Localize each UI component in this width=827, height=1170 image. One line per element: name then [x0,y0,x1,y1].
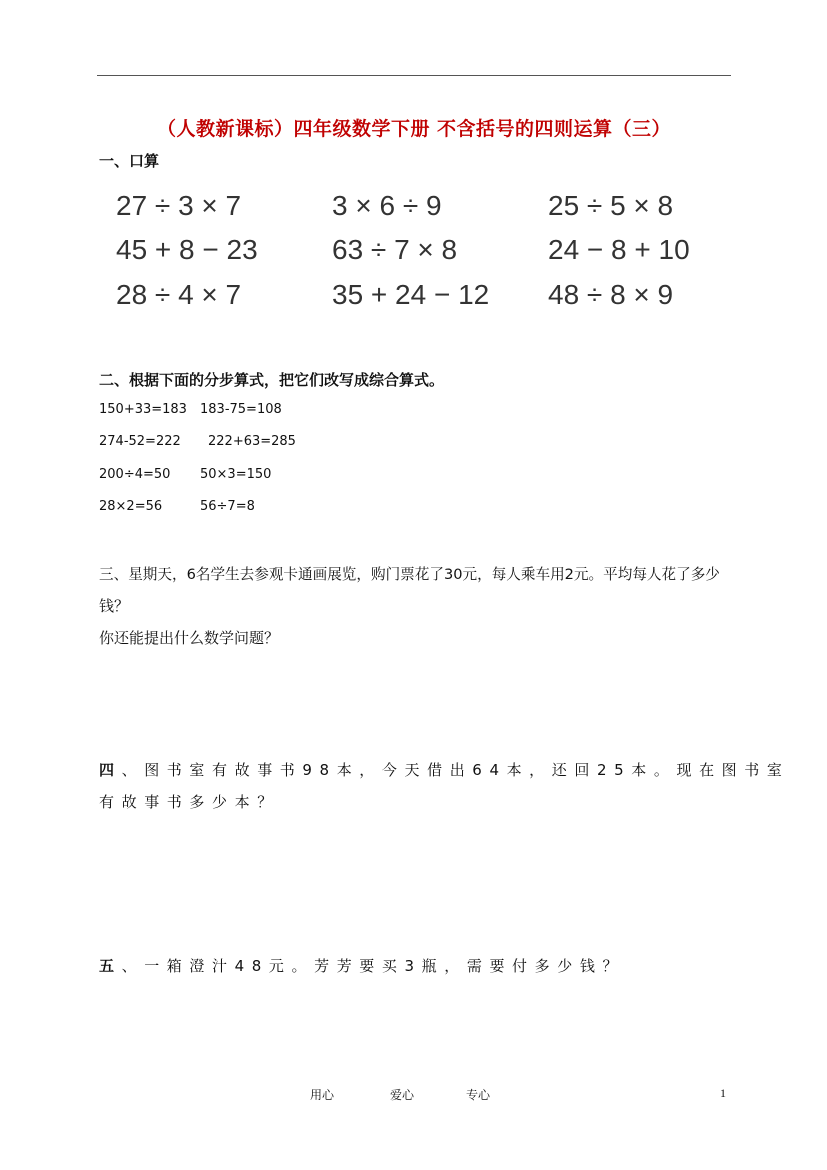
section4-question-cont: 有故事书多少本？ [99,793,280,811]
footer-motto-1: 用心 [310,1088,335,1102]
section4-label: 四 [99,761,122,779]
page-title: （人教新课标）四年级数学下册 不含括号的四则运算（三） [156,118,672,140]
step-equation: 274-52=222 [99,434,181,449]
section5-label: 五 [99,957,122,975]
oral-expression: 63 ÷ 7 × 8 [332,234,458,265]
section5-text: 、一箱澄汁48元。芳芳要买3瓶，需要付多少钱？ [121,957,626,975]
footer-motto-3: 专心 [466,1088,491,1102]
header-rule [97,75,731,76]
section4-text: 、图书室有故事书98本，今天借出64本，还回25本。现在图书室 [121,761,790,779]
step-equation: 56÷7=8 [200,499,255,514]
section3-question: 三、星期天，6名学生去参观卡通画展览，购门票花了30元，每人乘车用2元。平均每人花了多少 [99,566,720,583]
footer-motto-2: 爱心 [390,1088,415,1102]
section3-followup: 你还能提出什么数学问题？ [99,629,280,647]
oral-expression: 48 ÷ 8 × 9 [548,279,674,310]
section3-question-cont: 钱？ [99,597,130,615]
step-equation: 50×3=150 [200,467,272,482]
step-equation: 28×2=56 [99,499,163,514]
oral-expression: 28 ÷ 4 × 7 [116,279,242,310]
step-equation: 183-75=108 [200,402,282,417]
oral-expression: 3 × 6 ÷ 9 [332,190,442,221]
section2-heading: 二、根据下面的分步算式，把它们改写成综合算式。 [99,371,445,389]
oral-expression: 45 + 8 − 23 [116,234,258,265]
oral-expression: 25 ÷ 5 × 8 [548,190,674,221]
step-equation: 200÷4=50 [99,467,171,482]
section5-question [99,955,625,976]
oral-expression: 24 − 8 + 10 [548,234,690,265]
section4-question [99,759,789,780]
oral-expression: 35 + 24 − 12 [332,279,490,310]
step-equation: 150+33=183 [99,402,187,417]
page-number: 1 [720,1086,726,1100]
step-equation: 222+63=285 [208,434,296,449]
oral-expression: 27 ÷ 3 × 7 [116,190,242,221]
section1-heading: 一、口算 [99,152,160,170]
